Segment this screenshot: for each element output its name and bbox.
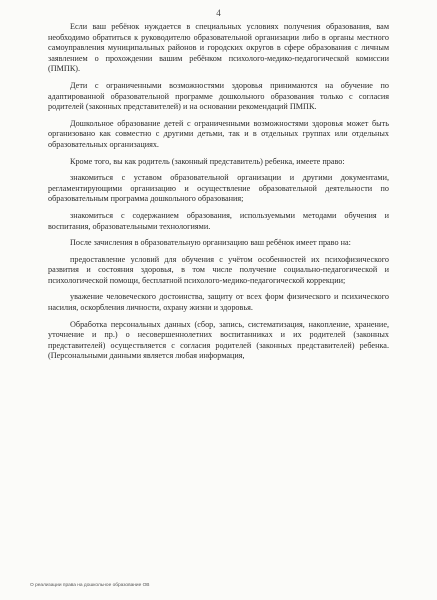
paragraph-parent-rights-intro: Кроме того, вы как родитель (законный представитель) ребенка, имеете право: xyxy=(70,156,345,166)
paragraph-right-conditions: предоставление условий для обучения с учётом особенностей их психофизического развития и состояния здоровья, в том числе получение социально-педагогической и психологической помощи, бесплатной психолого-медико-педагогической коррекции; xyxy=(48,254,389,285)
paragraph-right-dignity: уважение человеческого достоинства, защиту от всех форм физического и психического насилия, оскорбления личности, охрану жизни и здоровья. xyxy=(48,292,389,313)
paragraph-child-rights-intro: После зачисления в образовательную организацию ваш ребёнок имеет право на: xyxy=(70,238,351,248)
paragraph-special-conditions: Если ваш ребёнок нуждается в специальных условиях получения образования, вам необходимо обратиться к руководителю образовательной организации либо в органы местного самоуправления муниципальных районов и городских округов в сфере образования с личным заявлением о прохождении вашим ребёнком психолого-медико-педагогической комиссии (ПМПК). xyxy=(48,22,389,74)
page-number: 4 xyxy=(216,8,221,18)
paragraph-right-charter: знакомиться с уставом образовательной организации и другими документами, регламентирующими организацию и осуществление образовательной деятельности по образовательным программа дошкольного образования; xyxy=(48,173,389,204)
paragraph-right-content: знакомиться с содержанием образования, используемыми методами обучения и воспитания, образовательными технологиями. xyxy=(48,210,389,231)
paragraph-ovz-education-forms: Дошкольное образование детей с ограниченными возможностями здоровья может быть организовано как совместно с другими детьми, так и в отдельных группах или отдельных образовательных организациях. xyxy=(48,118,389,149)
paragraph-personal-data: Обработка персональных данных (сбор, запись, систематизация, накопление, хранение, уточнение и пр.) о несовершеннолетних воспитанниках и их родителей (законных представителей) осуществляется с согласия родителей (законных представителей) ребенка. (Персональными данными является любая информация, xyxy=(48,319,389,361)
paragraph-ovz-admission: Дети с ограниченными возможностями здоровья принимаются на обучение по адаптированной образовательной программе дошкольного образования только с согласия родителей (законных представителей) и на основании рекомендаций ПМПК. xyxy=(48,80,389,112)
page-footer: О реализации права на дошкольное образование ОВ xyxy=(30,583,150,588)
document-body xyxy=(48,22,389,368)
